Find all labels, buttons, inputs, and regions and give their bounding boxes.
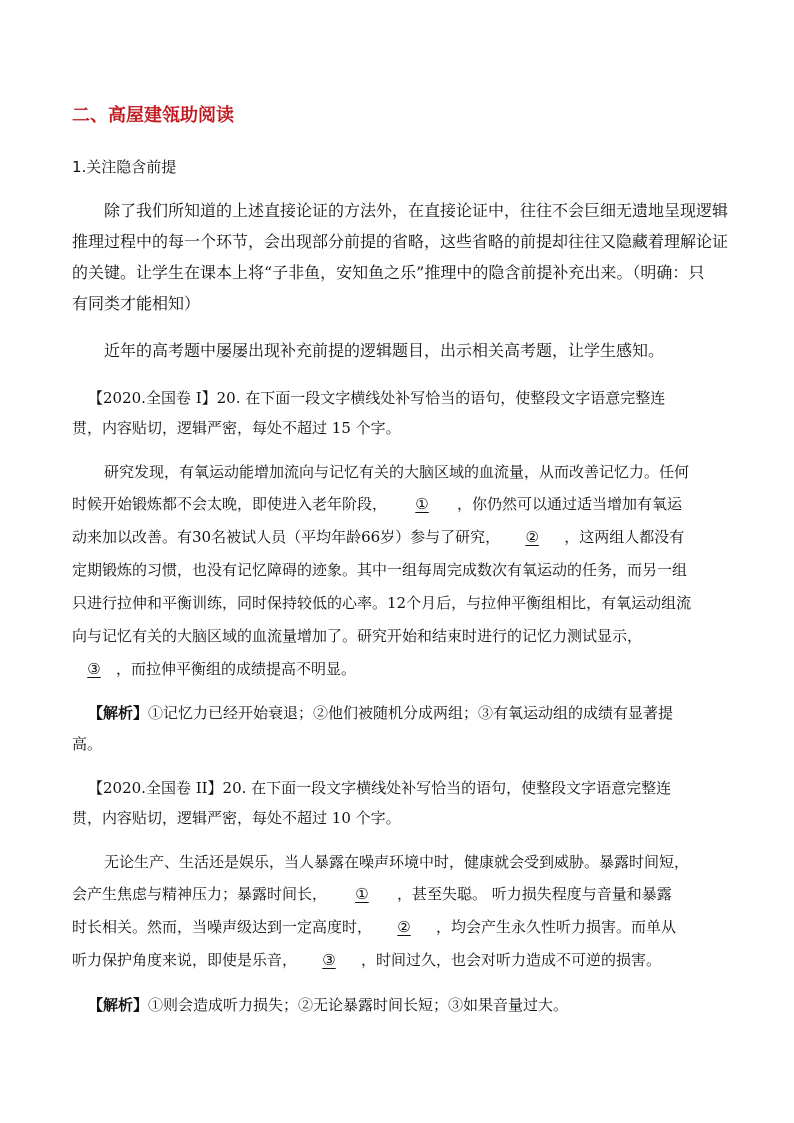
q2-passage-text: 听力保护角度来说，即使是乐音， [72, 951, 298, 969]
intro-line-4: 有同类才能相知） [72, 294, 201, 313]
q1-passage-text: ，这两组人都没有 [564, 528, 685, 546]
analysis-text: ①则会造成听力损失；②无论暴露时间长短；③如果音量过大。 [148, 996, 569, 1014]
q2-passage-line-3 [72, 917, 676, 937]
q2-passage-text: 时长相关。然而，当噪声级达到一定高度时， [72, 918, 373, 936]
section-title: 二、高屋建瓴助阅读 [72, 105, 234, 126]
q1-passage-line-3 [72, 527, 684, 547]
q2-passage-text: ，时间过久，也会对听力造成不可逆的损害。 [361, 951, 662, 969]
q1-passage-line-1: 研究发现，有氧运动能增加流向与记忆有关的大脑区域的血流量，从而改善记忆力。任何 [104, 463, 690, 481]
q2-passage-line-2 [72, 884, 672, 904]
q1-blank-1[interactable]: ① [415, 495, 429, 513]
q1-passage-line-2 [72, 494, 682, 514]
intro-line-3: 的关键。让学生在课本上将“子非鱼，安知鱼之乐”推理中的隐含前提补充出来。（明确：只 [72, 263, 705, 282]
analysis-text: ①记忆力已经开始衰退；②他们被随机分成两组；③有氧运动组的成绩有显著提 [148, 704, 674, 722]
q1-analysis-line-2: 高。 [72, 735, 103, 753]
intro-line-1: 除了我们所知道的上述直接论证的方法外，在直接论证中，往往不会巨细无遗地呈现逻辑 [104, 201, 729, 220]
q2-passage-line-1: 无论生产、生活还是娱乐，当人暴露在噪声环境中时，健康就会受到威胁。暴露时间短， [104, 853, 690, 871]
q2-passage-line-4 [72, 950, 661, 970]
q2-blank-2[interactable]: ② [397, 918, 411, 936]
subsection-title: 1.关注隐含前提 [72, 158, 177, 176]
q2-header-line-1: 【2020.全国卷 II】20. 在下面一段文字横线处补写恰当的语句，使整段文字语意完整连 [88, 779, 672, 797]
q1-blank-3[interactable]: ③ [87, 660, 101, 678]
analysis-label: 【解析】 [88, 704, 149, 722]
q2-header-line-2: 贯，内容贴切，逻辑严密，每处不超过 10 个字。 [72, 809, 401, 827]
q1-blank-2[interactable]: ② [525, 528, 539, 546]
q1-passage-line-5: 只进行拉伸和平衡训练，同时保持较低的心率。12个月后，与拉伸平衡组相比，有氧运动组流 [72, 594, 692, 612]
q1-analysis-line-1 [88, 703, 673, 723]
q1-passage-line-6: 向与记忆有关的大脑区域的血流量增加了。研究开始和结束时进行的记忆力测试显示， [72, 627, 643, 645]
q2-passage-text: ，均会产生永久性听力损害。而单从 [436, 918, 677, 936]
analysis-label: 【解析】 [88, 996, 149, 1014]
q1-header-line-1: 【2020.全国卷 I】20. 在下面一段文字横线处补写恰当的语句，使整段文字语意完整连 [88, 389, 666, 407]
q1-header-line-2: 贯，内容贴切，逻辑严密，每处不超过 15 个字。 [72, 419, 401, 437]
q1-passage-text: ，你仍然可以通过适当增加有氧运 [457, 495, 683, 513]
q2-analysis [88, 995, 568, 1015]
q2-passage-text: 会产生焦虑与精神压力；暴露时间长， [72, 885, 328, 903]
intro-line-2: 推理过程中的每一个环节，会出现部分前提的省略，这些省略的前提却往往又隐藏着理解论证 [72, 232, 729, 251]
q1-passage-line-7 [72, 659, 356, 679]
q2-blank-3[interactable]: ③ [322, 951, 336, 969]
intro-note: 近年的高考题中屡屡出现补充前提的逻辑题目，出示相关高考题，让学生感知。 [104, 341, 665, 360]
q1-passage-text: ，而拉伸平衡组的成绩提高不明显。 [116, 660, 357, 678]
q2-passage-text: ，甚至失聪。 听力损失程度与音量和暴露 [397, 885, 672, 903]
q1-passage-text: 时候开始锻炼都不会太晚，即使进入老年阶段， [72, 495, 388, 513]
q1-passage-line-4: 定期锻炼的习惯，也没有记忆障碍的迹象。其中一组每周完成数次有氧运动的任务，而另一组 [72, 561, 688, 579]
q1-passage-text: 动来加以改善。有30名被试人员（平均年龄66岁）参与了研究， [72, 528, 501, 546]
q2-blank-1[interactable]: ① [355, 885, 369, 903]
